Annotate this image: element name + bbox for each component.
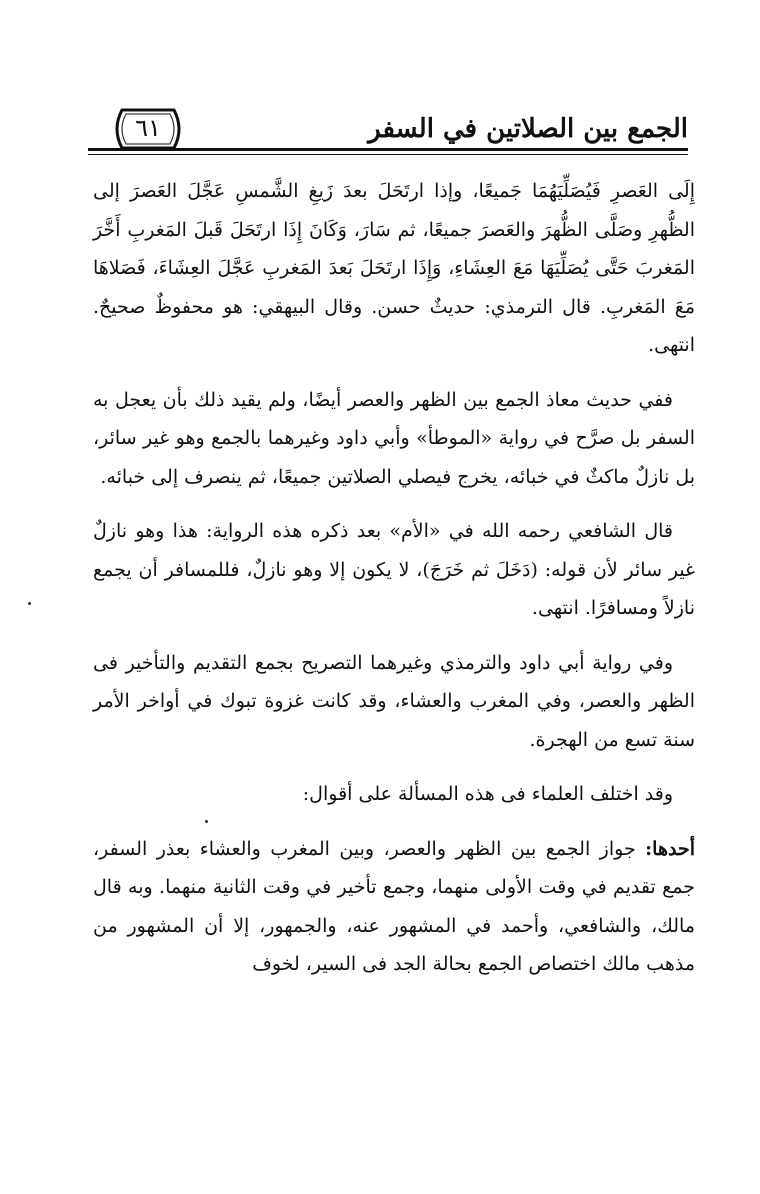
paragraph-6-text: جواز الجمع بين الظهر والعصر، وبين المغرب والعشاء بعذر السفر، جمع تقديم في وقت الأولى منهما، وجمع تأخير في وقت الثانية منهما. وبه قال مالك، والشافعي، وأحمد في المشهور عنه، والجمهور، إلا أن المشهور من مذهب مالك اختصاص الجمع بحالة الجد فى السير، لخوف: [93, 837, 695, 975]
header-rule-thick: [88, 148, 688, 151]
paragraph-1: إِلَى العَصرِ فَيُصَلِّيَهُمَا جَميعًا، وإذا ارتَحَلَ بعدَ زَيغِ الشَّمسِ عَجَّلَ العَصرَ إلى الظُّهرِ وصَلَّى الظُّهرَ والعَصرَ جميعًا، ثم سَارَ، وَكَانَ إِذَا ارتَحَلَ قَبلَ المَغربِ أَخَّرَ المَغربَ حَتَّى يُصَلِّيَهَا مَعَ العِشَاءِ، وَإِذَا ارتَحَلَ بَعدَ المَغربِ عَجَّلَ العِشَاءَ، فَصَلاهَا مَعَ المَغربِ. قال الترمذي: حديثٌ حسن. وقال البيهقي: هو محفوظٌ صحيحٌ. انتهى.: [93, 180, 695, 356]
body-text: [93, 172, 695, 1000]
paragraph-6: [93, 830, 695, 984]
scan-speck: [28, 602, 31, 605]
paragraph-5: وقد اختلف العلماء فى هذه المسألة على أقوال:: [302, 783, 673, 805]
paragraph-6-lead: أحدها:: [645, 837, 695, 860]
scan-speck: [205, 820, 208, 823]
paragraph-2: ففي حديث معاذ الجمع بين الظهر والعصر أيضًا، ولم يقيد ذلك بأن يعجل به السفر بل صرَّح في رواية «الموطأ» وأبي داود وغيرهما بالجمع وهو غير سائر، بل نازلٌ ماكثٌ في خبائه، يخرج فيصلي الصلاتين جميعًا، ثم ينصرف إلى خبائه.: [93, 388, 695, 488]
paragraph-3: قال الشافعي رحمه الله في «الأم» بعد ذكره هذه الرواية: هذا وهو نازلٌ غير سائر لأن قوله: (دَخَلَ ثم خَرَجَ)، لا يكون إلا وهو نازلٌ، فللمسافر أن يجمع نازلاً ومسافرًا. انتهى.: [93, 520, 695, 619]
page-number: ٦١: [135, 114, 161, 142]
header-rule-thin: [88, 154, 688, 155]
page-header: [88, 88, 688, 158]
running-title: الجمع بين الصلاتين في السفر: [368, 114, 688, 144]
paragraph-4: وفي رواية أبي داود والترمذي وغيرهما التصريح بجمع التقديم والتأخير فى الظهر والعصر، وفي المغرب والعشاء، وقد كانت غزوة تبوك في أواخر الأمر سنة تسع من الهجرة.: [93, 651, 695, 751]
